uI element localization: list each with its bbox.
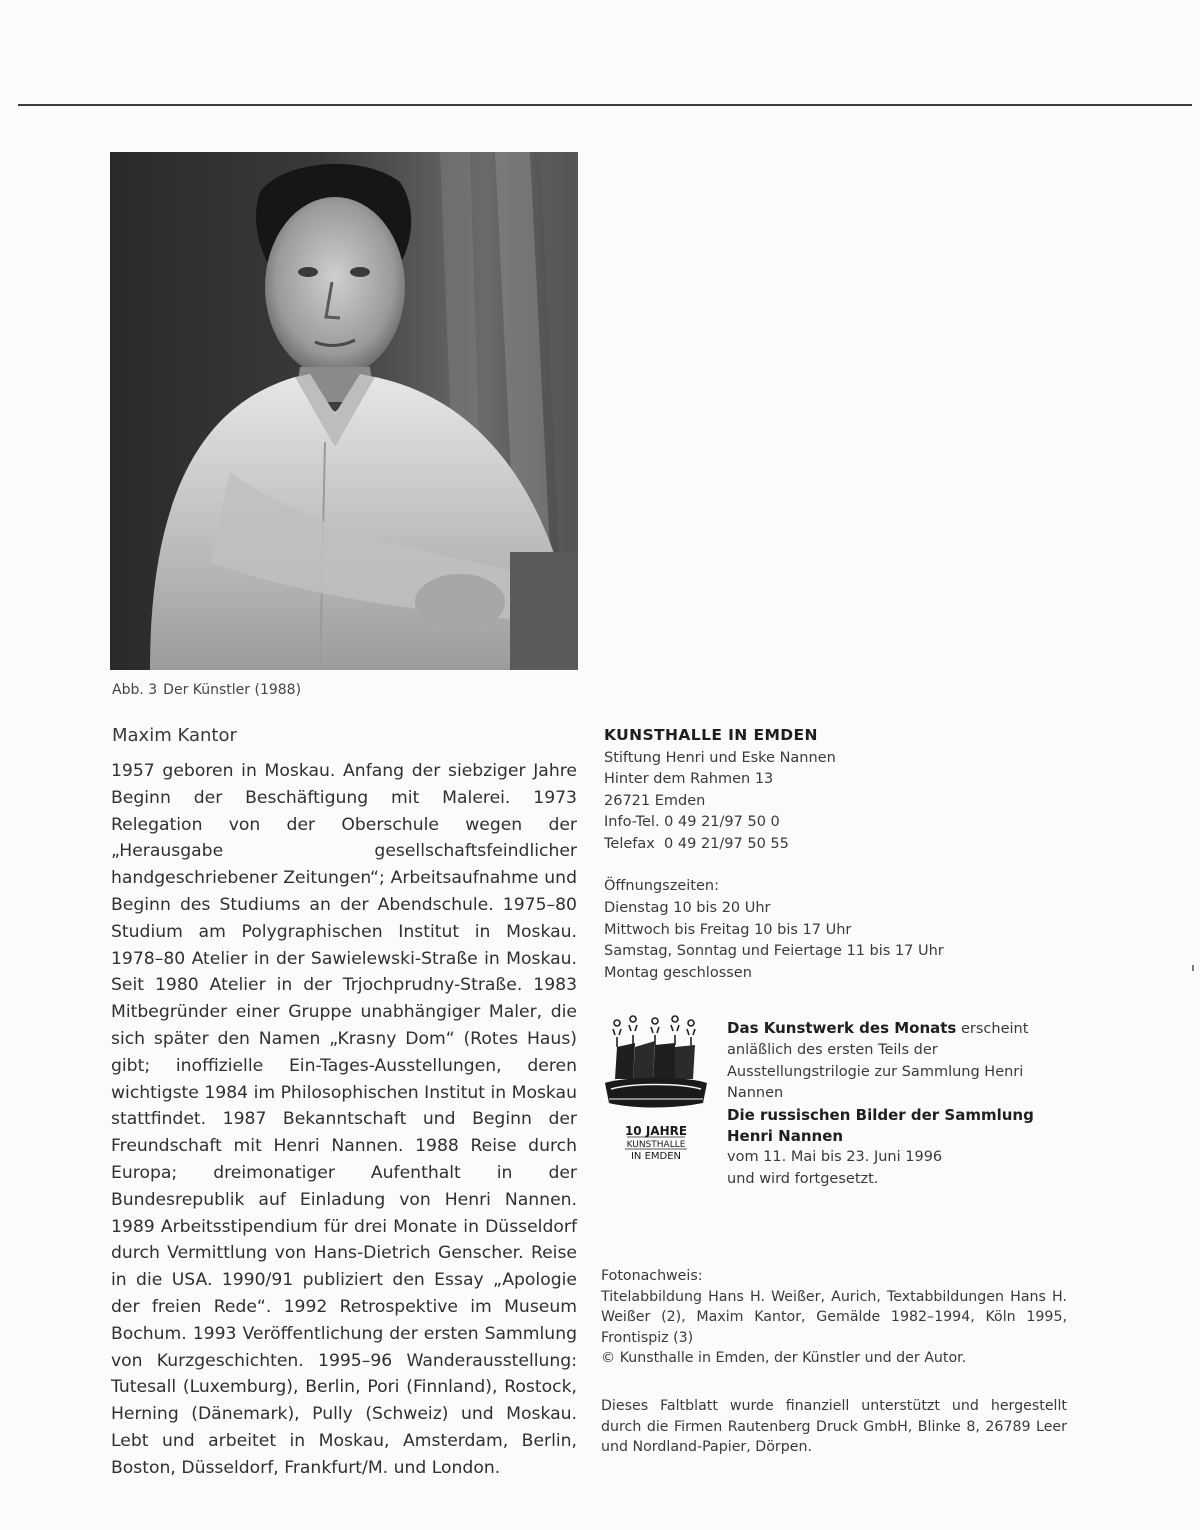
opening-hours-line: Samstag, Sonntag und Feiertage 11 bis 17 Uhr xyxy=(604,943,944,960)
scan-mark xyxy=(1192,965,1194,971)
logo-line-1: 10 JAHRE xyxy=(624,1124,688,1138)
exhibition-title: Die russischen Bilder der Sammlung Henri Nannen xyxy=(727,1105,1034,1146)
photo-caption xyxy=(112,682,301,698)
kunsthalle-foundation: Stiftung Henri und Eske Nannen xyxy=(604,749,836,766)
exhibition-continued: und wird fortgesetzt. xyxy=(727,1170,879,1187)
kunsthalle-street: Hinter dem Rahmen 13 xyxy=(604,771,774,787)
credits-text: Titelabbildung Hans H. Weißer, Aurich, Textabbildungen Hans H. Weißer (2), Maxim Kantor, Gemälde 1982–1994, Köln 1995, Frontispiz (3) xyxy=(601,1288,1067,1346)
credits-copyright: © Kunsthalle in Emden, der Künstler und der Autor. xyxy=(601,1350,967,1367)
kunsthalle-address-block xyxy=(604,725,836,855)
opening-hours-heading: Öffnungszeiten: xyxy=(604,878,719,894)
kunsthalle-fax: Telefax 0 49 21/97 50 55 xyxy=(604,835,789,852)
logo-line-2: KUNSTHALLE xyxy=(626,1140,686,1150)
credits-heading: Fotonachweis: xyxy=(601,1268,703,1284)
biography-text: 1957 geboren in Moskau. Anfang der siebziger Jahre Beginn der Beschäftigung mit Malerei. 1973 Relegation von der Oberschule wegen der „Herausgabe gesellschaftsfeindlicher handgeschriebener Zeitungen“; Arbeitsaufnahme und Beginn des Studiums an der Abendschule. 1975–80 Studium am Polygraphischen Institut in Moskau. 1978–80 Atelier in der Sawielewski-Straße in Moskau. Seit 1980 Atelier in der Trjochprudny-Straße. 1983 Mitbegründer einer Gruppe unabhängiger Maler, die sich später den Namen „Krasny Dom“ (Rotes Haus) gibt; inoffizielle Ein-Tages-Ausstellungen, deren wichtigste 1984 im Philosophischen Institut in Moskau stattfindet. 1987 Bekanntschaft und Beginn der Freundschaft mit Henri Nannen. 1988 Reise durch Europa; dreimonatiger Aufenthalt in der Bundesrepublik auf Einladung von Henri Nannen. 1989 Arbeitsstipendium für drei Monate in Düsseldorf durch Vermittlung von Hans-Dietrich Genscher. Reise in die USA. 1990/91 publiziert den Essay „Apologie der freien Rede“. 1992 Retrospektive im Museum Bochum. 1993 Veröffentlichung der ersten Sammlung von Kurzgeschichten. 1995–96 Wanderausstellung: Tutesall (Luxemburg), Berlin, Pori (Finnland), Rostock, Herning (Dänemark), Pully (Schweiz) und Moskau. Lebt und arbeitet in Moskau, Amsterdam, Berlin, Boston, Düsseldorf, Frankfurt/M. und London. xyxy=(111,761,577,1478)
opening-hours-line: Dienstag 10 bis 20 Uhr xyxy=(604,899,771,916)
kunstwerk-description: erscheint anläßlich des ersten Teils der Ausstellungstrilogie zur Sammlung Henri Nannen xyxy=(727,1021,1029,1102)
exhibition-dates: vom 11. Mai bis 23. Juni 1996 xyxy=(727,1149,943,1166)
kunstwerk-title: Das Kunstwerk des Monats xyxy=(727,1019,957,1037)
kunsthalle-phone: Info-Tel. 0 49 21/97 50 0 xyxy=(604,814,780,830)
kunsthalle-title: KUNSTHALLE IN EMDEN xyxy=(604,726,818,744)
anniversary-logo xyxy=(603,1013,709,1163)
photo-credits xyxy=(601,1266,1067,1369)
opening-hours-line: Montag geschlossen xyxy=(604,965,752,982)
artist-portrait-photo xyxy=(110,152,578,670)
sponsor-note: Dieses Faltblatt wurde finanziell unterstützt und hergestellt durch die Firmen Rautenberg Druck GmbH, Blinke 8, 26789 Leer und Nordland-Papier, Dörpen. xyxy=(601,1398,1067,1456)
caption-label: Abb. 3 xyxy=(112,682,158,698)
kunstwerk-des-monats-block xyxy=(727,1018,1077,1190)
caption-title: Der Künstler (1988) xyxy=(163,682,302,698)
artist-name: Maxim Kantor xyxy=(112,725,237,746)
kunsthalle-city: 26721 Emden xyxy=(604,792,706,809)
opening-hours-line: Mittwoch bis Freitag 10 bis 17 Uhr xyxy=(604,921,852,938)
header-rule xyxy=(18,104,1192,106)
opening-hours xyxy=(604,876,944,985)
logo-line-3: IN EMDEN xyxy=(630,1151,682,1162)
kunstwerk-intro xyxy=(727,1018,1077,1105)
